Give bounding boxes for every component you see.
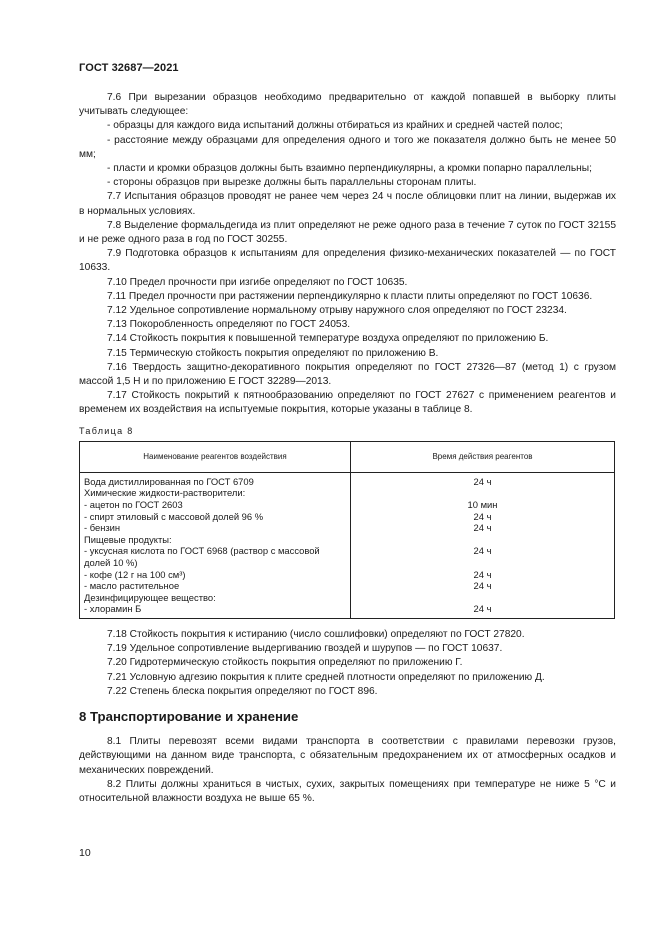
paragraph: - расстояние между образцами для определения одного и того же показателя должно быть не менее 50 мм; [79, 134, 616, 160]
reagent-name-cell: Дезинфицирующее вещество: [80, 592, 351, 604]
paragraph: 7.14 Стойкость покрытия к повышенной температуре воздуха определяют по приложению Б. [107, 333, 549, 345]
reagent-name-cell: - уксусная кислота по ГОСТ 6968 (раствор с массовой долей 10 %) [80, 545, 351, 568]
paragraph: 7.15 Термическую стойкость покрытия определяют по приложению В. [107, 347, 439, 359]
reagent-time-cell: 24 ч [351, 603, 615, 618]
reagent-time-cell: 24 ч [351, 472, 615, 487]
paragraph: 7.11 Предел прочности при растяжении перпендикулярно к пласти плиты определяют по ГОСТ 10636. [107, 290, 593, 302]
reagent-time-cell: 10 мин [351, 499, 615, 511]
reagent-name-cell: - масло растительное [80, 580, 351, 592]
paragraph: 7.22 Степень блеска покрытия определяют по ГОСТ 896. [107, 685, 378, 697]
reagent-time-cell [351, 534, 615, 546]
table-row [80, 472, 615, 487]
table-caption: Таблица 8 [79, 425, 134, 436]
paragraph: 7.6 При вырезании образцов необходимо предварительно от каждой попавшей в выборку плиты учитывать следующее: [79, 92, 616, 118]
table-header-reagents: Наименование реагентов воздействия [80, 441, 351, 472]
table-row [80, 580, 615, 592]
paragraph: 7.8 Выделение формальдегида из плит определяют не реже одного раза в течение 7 суток по ГОСТ 32155 и не реже одного раза в год по ГОСТ 30255. [79, 219, 616, 246]
clause-list-7-cont [79, 628, 616, 699]
page-number: 10 [79, 847, 91, 859]
reagent-name-cell: Пищевые продукты: [80, 534, 351, 546]
reagent-name-cell: - бензин [80, 522, 351, 534]
reagents-table [79, 441, 615, 619]
reagent-time-cell: 24 ч [351, 580, 615, 592]
table-body [80, 472, 615, 618]
table-row [80, 534, 615, 546]
table-header-row [80, 441, 615, 472]
paragraph: 7.19 Удельное сопротивление выдергиванию гвоздей и шурупов — по ГОСТ 10637. [107, 643, 503, 655]
paragraph: - пласти и кромки образцов должны быть взаимно перпендикулярны, а кромки попарно параллельны; [107, 163, 592, 175]
document-header: ГОСТ 32687—2021 [79, 62, 179, 74]
paragraph: 7.16 Твердость защитно-декоративного покрытия определяют по ГОСТ 27326—87 (метод 1) с грузом массой 1,5 Н и по приложению Е ГОСТ 32289—2013. [79, 361, 616, 388]
reagent-time-cell: 24 ч [351, 545, 615, 568]
reagent-time-cell [351, 592, 615, 604]
table-row [80, 592, 615, 604]
table-row [80, 569, 615, 581]
reagent-name-cell: - хлорамин Б [80, 603, 351, 618]
reagent-name-cell: Вода дистиллированная по ГОСТ 6709 [80, 472, 351, 487]
paragraph: 7.13 Покоробленность определяют по ГОСТ 24053. [107, 319, 351, 331]
table-row [80, 545, 615, 568]
paragraph: 7.21 Условную адгезию покрытия к плите средней плотности определяют по приложению Д. [107, 671, 545, 683]
table-row [80, 499, 615, 511]
reagent-time-cell: 24 ч [351, 522, 615, 534]
reagent-time-cell: 24 ч [351, 511, 615, 523]
paragraph: 7.17 Стойкость покрытий к пятнообразованию определяют по ГОСТ 27627 с применением реагентов и временем их воздействия на испытуемые покрытия, которые указаны в таблице 8. [79, 390, 616, 416]
table-row [80, 603, 615, 618]
table-row [80, 511, 615, 523]
reagent-name-cell: - спирт этиловый с массовой долей 96 % [80, 511, 351, 523]
page-content [79, 91, 616, 806]
paragraph: - образцы для каждого вида испытаний должны отбираться из крайних и средней частей полос; [107, 120, 563, 132]
table-row [80, 487, 615, 499]
clause-list-8 [79, 735, 616, 806]
paragraph: 7.12 Удельное сопротивление нормальному отрыву наружного слоя определяют по ГОСТ 23234. [107, 305, 567, 317]
reagent-name-cell: - ацетон по ГОСТ 2603 [80, 499, 351, 511]
paragraph: 8.1 Плиты перевозят всеми видами транспорта в соответствии с правилами перевозки грузов, действующими на данном виде транспорта, с обязательным предохранением их от атмосферных осадков и механических повреждений. [79, 736, 616, 776]
paragraph: 8.2 Плиты должны храниться в чистых, сухих, закрытых помещениях при температуре не ниже 5 °С и относительной влажности воздуха не выше 65 %. [79, 778, 616, 805]
reagent-time-cell: 24 ч [351, 569, 615, 581]
table-header-time: Время действия реагентов [351, 441, 615, 472]
paragraph: - стороны образцов при вырезке должны быть параллельны сторонам плиты. [107, 177, 477, 189]
reagent-name-cell: Химические жидкости-растворители: [80, 487, 351, 499]
paragraph: 7.7 Испытания образцов проводят не ранее чем через 24 ч после облицовки плит на линии, выдержав их в нормальных условиях. [79, 191, 616, 217]
table-row [80, 522, 615, 534]
section-title: 8 Транспортирование и хранение [79, 709, 299, 725]
reagent-time-cell [351, 487, 615, 499]
paragraph: 7.9 Подготовка образцов к испытаниям для определения физико-механических показателей — по ГОСТ 10633. [79, 248, 616, 274]
paragraph: 7.10 Предел прочности при изгибе определяют по ГОСТ 10635. [107, 276, 408, 288]
reagent-name-cell: - кофе (12 г на 100 см³) [80, 569, 351, 581]
paragraph: 7.18 Стойкость покрытия к истиранию (число сошлифовки) определяют по ГОСТ 27820. [107, 629, 525, 640]
clause-list-7 [79, 91, 616, 418]
paragraph: 7.20 Гидротермическую стойкость покрытия определяют по приложению Г. [107, 657, 463, 669]
